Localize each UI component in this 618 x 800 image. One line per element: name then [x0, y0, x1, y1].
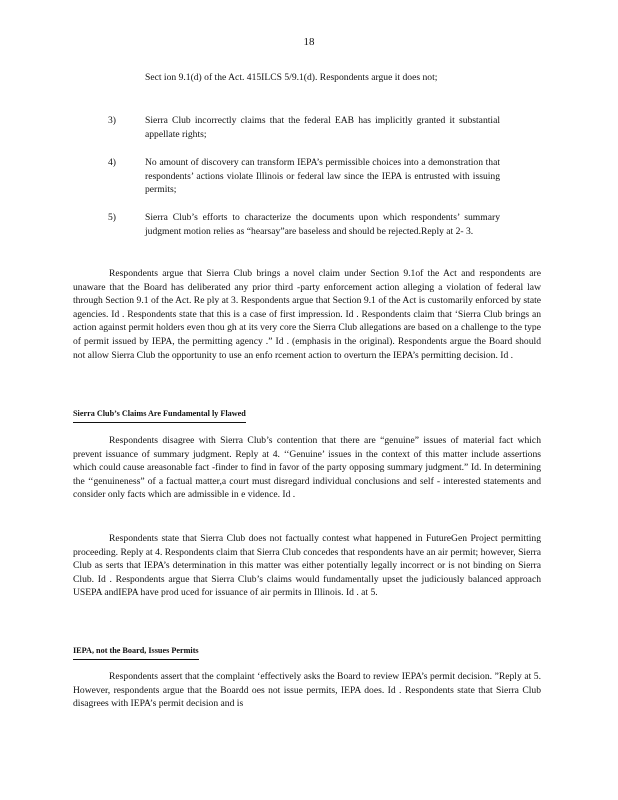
list-item-number: 5) [108, 212, 116, 223]
paragraph-genuine-issues: Respondents disagree with Sierra Club’s contention that there are “genuine” issues of material fact which prevent issuance of summary judgment. Reply at 4. ‘‘Genuine’ issues in the context of this matter include assertions which could cause areasonable fact -finder to find in favor of the party opposing summary judgment.” Id. In determining the ‘‘genuineness” of a factual matter,a court must disregard individual conclusions and self - interested statements and consider only facts which are admissible in e vidence. Id . [73, 435, 541, 501]
paragraph-novel-claim: Respondents argue that Sierra Club brings a novel claim under Section 9.1of the Act and respondents are unaware that the Board has deliberated any prior third -party enforcement action alleging a violation of federal law through Section 9.1 of the Act. Re ply at 3. Respondents argue that Section 9.1 of the Act is customarily enforced by state agencies. Id . Respondents state that this is a case of first impression. Id . Respondents claim that ‘Sierra Club brings an action against permit holders even thou gh at its very core the Sierra Club allegations are based on a challenge to the type of permit issued by IEPA, the permitting agency .” Id . (emphasis in the original). Respondents argue the Board should not allow Sierra Club the opportunity to use an enfo rcement action to overturn the IEPA’s permitting decision. Id . [73, 268, 541, 361]
section-heading-iepa-permits: IEPA, not the Board, Issues Permits [73, 644, 199, 660]
list-item-number: 3) [108, 115, 116, 126]
list-item-number: 4) [108, 157, 116, 168]
list-item-continuation: Sect ion 9.1(d) of the Act. 415ILCS 5/9.1(d). Respondents argue it does not; [145, 72, 438, 83]
list-item-text: No amount of discovery can transform IEPA’s permissible choices into a demonstration that respondents’ actions violate Illinois or federal law since the IEPA is entrusted with issuing permits; [145, 157, 500, 196]
paragraph-permit-decision: Respondents assert that the complaint ‘effectively asks the Board to review IEPA’s permit decision. ”Reply at 5. However, respondents argue that the Boardd oes not issue permits, IEPA does. Id . Respondents state that Sierra Club disagrees with IEPA’s permit decision and is [73, 671, 541, 710]
section-heading-claims-flawed: Sierra Club’s Claims Are Fundamental ly Flawed [73, 407, 246, 423]
list-item-text: Sierra Club’s efforts to characterize the documents upon which respondents’ summary judgment motion relies as “hearsay”are baseless and should be rejected.Reply at 2- 3. [145, 212, 500, 237]
page-number: 18 [303, 36, 315, 48]
list-item-text: Sierra Club incorrectly claims that the federal EAB has implicitly granted it substantial appellate rights; [145, 115, 500, 140]
paragraph-futuregen: Respondents state that Sierra Club does not factually contest what happened in FutureGen Project permitting proceeding. Reply at 4. Respondents claim that Sierra Club concedes that respondents have an air permit; however, Sierra Club as serts that IEPA’s determination in this matter was either potentially legally incorrect or is not binding on Sierra Club. Id . Respondents argue that Sierra Club’s claims would fundamentally upset the judiciously balanced approach USEPA andIEPA have prod uced for issuance of air permits in Illinois. Id . at 5. [73, 533, 541, 599]
